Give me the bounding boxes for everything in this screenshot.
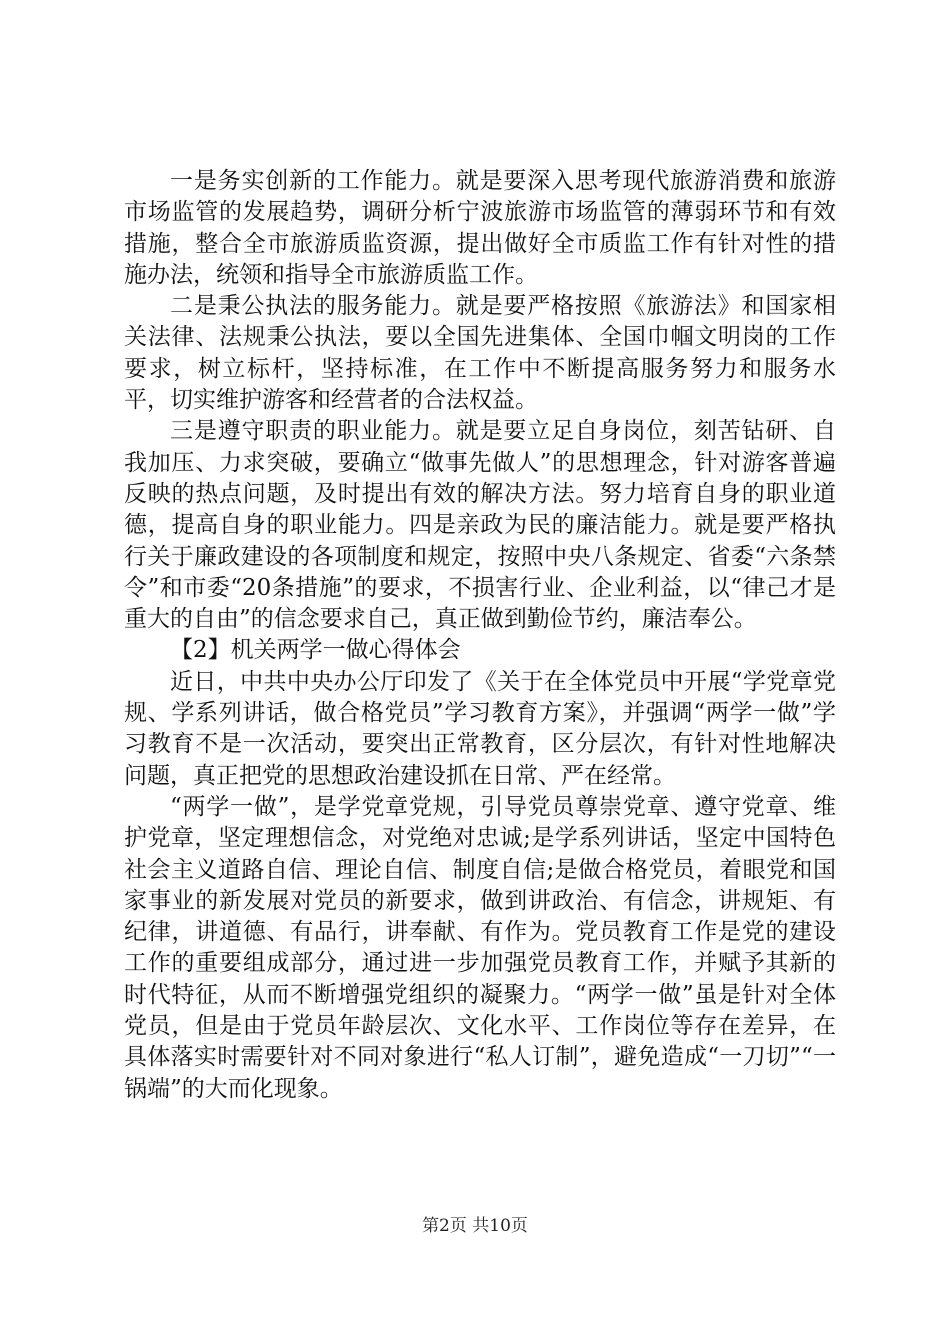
- page-footer: 第2页 共10页: [422, 1216, 528, 1236]
- paragraph-professional-ability: 三是遵守职责的职业能力。就是要立足自身岗位，刻苦钻研、自我加压、力求突破，要确立“做事先做人”的思想理念，针对游客普遍反映的热点问题，及时提出有效的解决方法。努力培育自身的职业道德，提高自身的职业能力。四是亲政为民的廉洁能力。就是要严格执行关于廉政建设的各项制度和规定，按照中央八条规定、省委“六条禁令”和市委“20条措施”的要求，不损害行业、企业利益，以“律己才是重大的自由”的信念要求自己，真正做到勤俭节约，廉洁奉公。: [124, 418, 836, 633]
- paragraph-service-ability: 二是秉公执法的服务能力。就是要严格按照《旅游法》和国家相关法律、法规秉公执法，要以全国先进集体、全国巾帼文明岗的工作要求，树立标杆，坚持标准，在工作中不断提高服务努力和服务水平，切实维护游客和经营者的合法权益。: [124, 293, 836, 414]
- document-body: [124, 166, 836, 1105]
- paragraph-intro: 近日，中共中央办公厅印发了《关于在全体党员中开展“学党章党规、学系列讲话，做合格党员”学习教育方案》，并强调“两学一做”学习教育不是一次活动，要突出正常教育，区分层次，有针对性地解决问题，真正把党的思想政治建设抓在日常、严在经常。: [124, 668, 836, 789]
- section-heading: 【2】机关两学一做心得体会: [170, 637, 461, 664]
- paragraph-work-ability: 一是务实创新的工作能力。就是要深入思考现代旅游消费和旅游市场监管的发展趋势，调研分析宁波旅游市场监管的薄弱环节和有效措施，整合全市旅游质监资源，提出做好全市质监工作有针对性的措施办法，统领和指导全市旅游质监工作。: [124, 168, 836, 288]
- paragraph-two-studies: “两学一做”，是学党章党规，引导党员尊崇党章、遵守党章、维护党章，坚定理想信念，对党绝对忠诚;是学系列讲话，坚定中国特色社会主义道路自信、理论自信、制度自信;是做合格党员，着眼党和国家事业的新发展对党员的新要求，做到讲政治、有信念，讲规矩、有纪律，讲道德、有品行，讲奉献、有作为。党员教育工作是党的建设工作的重要组成部分，通过进一步加强党员教育工作，并赋予其新的时代特征，从而不断增强党组织的凝聚力。“两学一做”虽是针对全体党员，但是由于党员年龄层次、文化水平、工作岗位等存在差异，在具体落实时需要针对不同对象进行“私人订制”，避免造成“一刀切”“一锅端”的大而化现象。: [124, 793, 836, 1102]
